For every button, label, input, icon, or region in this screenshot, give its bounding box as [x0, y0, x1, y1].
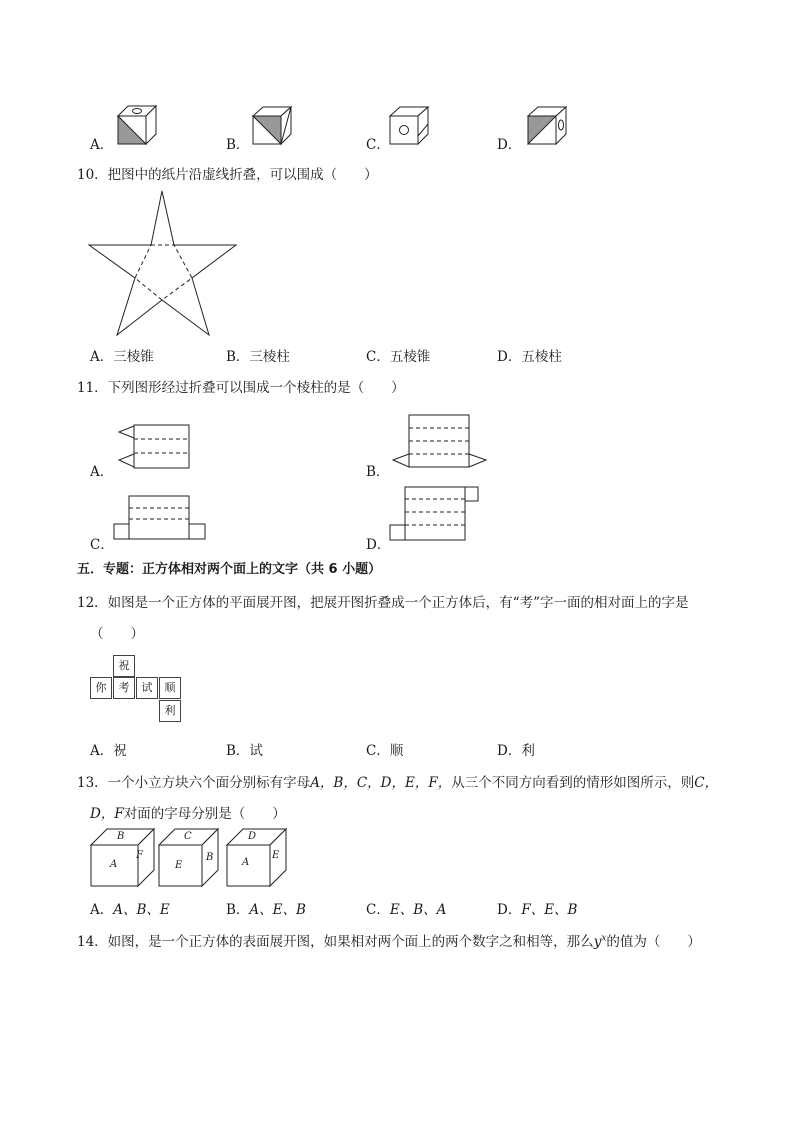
q13-stem-line2: [90, 802, 286, 822]
q13-option-d-label: D．: [497, 902, 522, 918]
q12-option-c: C．顺: [366, 743, 404, 759]
q14-stem-var: y: [593, 934, 602, 950]
q11-stem: 11．下列图形经过折叠可以围成一个棱柱的是（ ）: [77, 380, 405, 396]
q13-cube-1-top: B: [117, 831, 125, 842]
q11-option-d-figure: [389, 486, 481, 542]
q13-option-c: [366, 898, 446, 918]
q13-option-c-label: C．: [366, 902, 390, 918]
q11-option-a-figure: [118, 424, 192, 470]
q9-option-a-cube: [116, 104, 160, 146]
q9-option-a-label: A．: [90, 137, 114, 153]
q10-stem: 10．把图中的纸片沿虚线折叠，可以围成（ ）: [77, 167, 378, 183]
q13-cube-3-front: A: [242, 857, 250, 868]
q10-option-d: D．五棱柱: [497, 349, 562, 365]
q14-stem-post: 的值为（ ）: [606, 934, 701, 950]
q10-option-c: C．五棱锥: [366, 349, 431, 365]
q13-stem-pre: 13．一个小立方块六个面分别标有字母: [77, 775, 311, 791]
q13-cube-3-side: E: [272, 850, 280, 861]
q13-stem-letters: A，B，C，D，E，F，: [310, 775, 452, 791]
q11-option-d-label: D．: [366, 537, 391, 553]
q13-stem-line2-rest: 对面的字母分别是（ ）: [123, 806, 286, 822]
q13-cube-1-front: A: [110, 859, 118, 870]
q13-option-d-value: F、E、B: [521, 902, 578, 918]
q13-option-a-value: A、B、E: [113, 902, 170, 918]
q9-option-b-cube: [251, 106, 295, 146]
q12-stem-line2: （ ）: [90, 626, 144, 642]
net-cell-top: 祝: [113, 655, 135, 677]
q11-option-b-figure: [392, 414, 488, 470]
q13-cube-3-top: D: [248, 831, 257, 842]
q13-option-c-value: E、B、A: [389, 902, 447, 918]
q13-cube-2-front: E: [175, 860, 183, 871]
q13-stem-line2-letters: D，F: [90, 806, 124, 822]
net-cell-row-4: 顺: [159, 677, 181, 699]
net-cell-bottom: 利: [159, 700, 181, 722]
q13-option-a: [90, 898, 170, 918]
section-heading: 五．专题：正方体相对两个面上的文字（共 6 小题）: [77, 562, 382, 577]
q9-option-c-cube: [388, 106, 432, 146]
net-cell-row-2: 考: [113, 677, 135, 699]
q11-option-c-figure: [113, 495, 209, 541]
q14-stem-pre: 14．如图，是一个正方体的表面展开图，如果相对两个面上的两个数字之和相等，那么: [77, 934, 594, 950]
q13-cube-2-side: B: [206, 852, 214, 863]
q13-option-b: [226, 898, 306, 918]
q11-option-c-label: C．: [90, 537, 114, 553]
q10-option-b: B．三棱柱: [226, 349, 290, 365]
q12-option-b: B．试: [226, 743, 263, 759]
q14-stem: [77, 930, 701, 950]
q13-stem-end: C，: [694, 775, 719, 791]
q12-option-a: A．祝: [90, 743, 127, 759]
q13-option-b-value: A、E、B: [249, 902, 306, 918]
q13-option-a-label: A．: [90, 902, 114, 918]
q9-option-c-label: C．: [366, 137, 390, 153]
q13-stem-line1: [77, 771, 718, 791]
net-cell-row-1: 你: [90, 677, 112, 699]
q12-option-d: D．利: [497, 743, 535, 759]
q10-star-figure: [88, 190, 240, 338]
q9-option-d-cube: [526, 106, 570, 146]
q14-stem-exponent: x: [601, 933, 607, 944]
q9-option-b-label: B．: [226, 137, 250, 153]
q9-option-d-label: D．: [497, 137, 522, 153]
q11-option-a-label: A．: [90, 464, 114, 480]
q13-option-d: [497, 898, 577, 918]
q11-option-b-label: B．: [366, 464, 390, 480]
q10-option-a: A．三棱锥: [90, 349, 154, 365]
q12-stem-line1: 12．如图是一个正方体的平面展开图，把展开图折叠成一个正方体后，有“考”字一面的相对面上的字是: [77, 595, 689, 611]
q13-cube-1-side: F: [136, 850, 143, 861]
q13-stem-mid: 从三个不同方向看到的情形如图所示，则: [451, 775, 695, 791]
q13-option-b-label: B．: [226, 902, 250, 918]
q13-cube-2-top: C: [184, 831, 192, 842]
net-cell-row-3: 试: [136, 677, 158, 699]
